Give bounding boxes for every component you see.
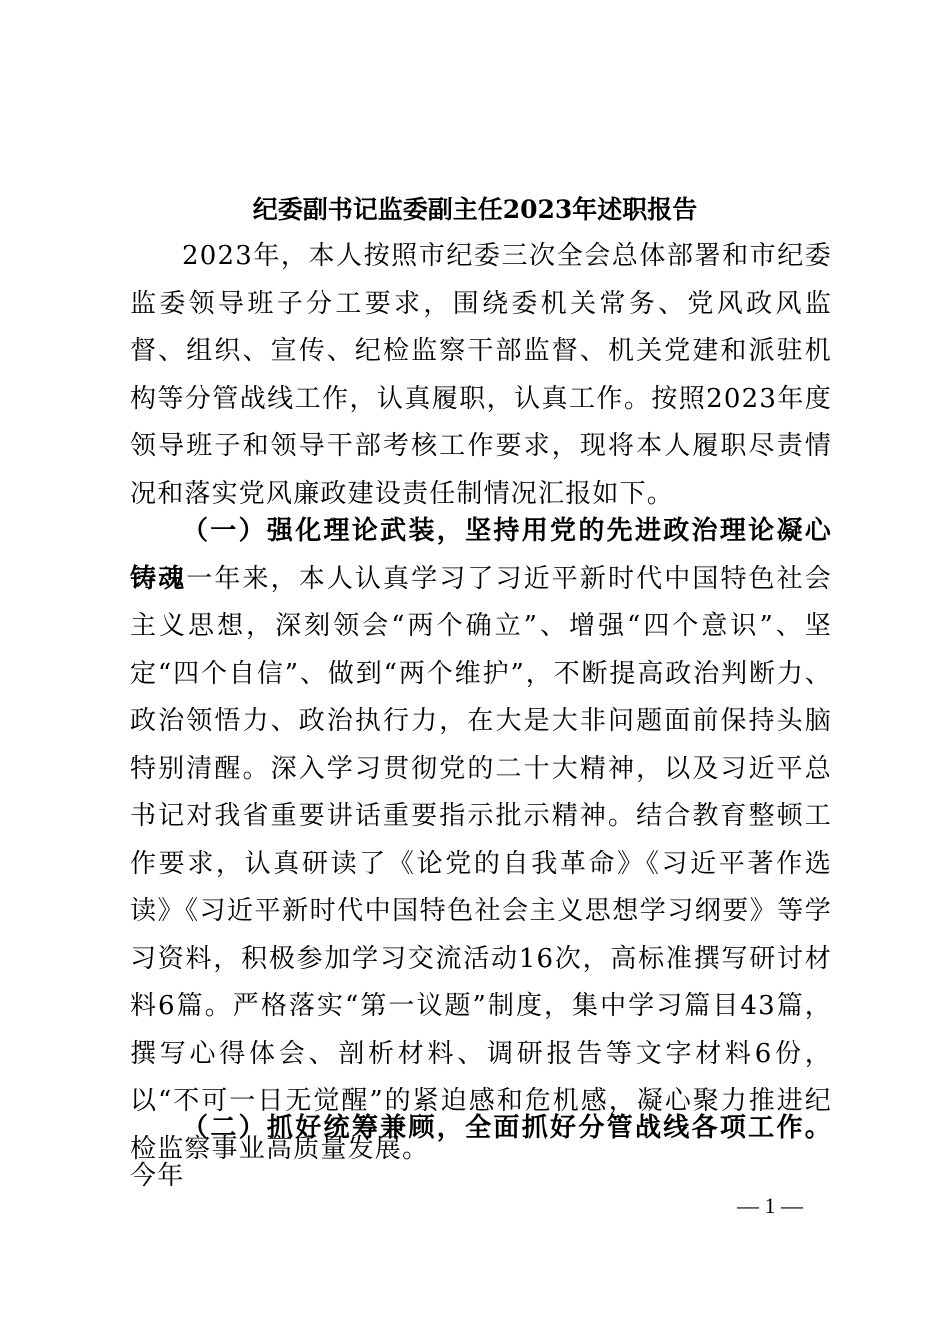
intro-paragraph: 2023年，本人按照市纪委三次全会总体部署和市纪委监委领导班子分工要求，围绕委机关常务、党风政风监督、组织、宣传、纪检监察干部监督、机关党建和派驻机构等分管战线工作，认真履职，认真工作。按照2023年度领导班子和领导干部考核工作要求，现将本人履职尽责情况和落实党风廉政建设责任制情况汇报如下。	[130, 241, 832, 509]
section-1-body: 一年来，本人认真学习了习近平新时代中国特色社会主义思想，深刻领会“两个确立”、增强“四个意识”、坚定“四个自信”、做到“两个维护”，不断提高政治判断力、政治领悟力、政治执行力，在大是大非问题面前保持头脑特别清醒。深入学习贯彻党的二十大精神，以及习近平总书记对我省重要讲话重要指示批示精神。结合教育整顿工作要求，认真研读了《论党的自我革命》《习近平著作选读》《习近平新时代中国特色社会主义思想学习纲要》等学习资料，积极参加学习交流活动16次，高标准撰写研讨材料6篇。严格落实“第一议题”制度，集中学习篇目43篇，撰写心得体会、剖析材料、调研报告等文字材料6份，以“不可一日无觉醒”的紧迫感和危机感，凝心聚力推进纪检监察事业高质量发展。	[130, 563, 832, 1164]
section-2-paragraph	[130, 1105, 832, 1200]
section-2-body: 今年	[130, 1160, 185, 1191]
section-1-heading: （一）强化理论武装，坚持用党的先进政治理论凝心铸魂	[130, 516, 832, 594]
section-2-heading: （二）抓好统筹兼顾，全面抓好分管战线各项工作。	[182, 1113, 832, 1143]
page-number: — 1 —	[737, 1193, 803, 1218]
document-title: 纪委副书记监委副主任2023年述职报告	[252, 195, 698, 224]
section-1-paragraph	[130, 508, 832, 1173]
